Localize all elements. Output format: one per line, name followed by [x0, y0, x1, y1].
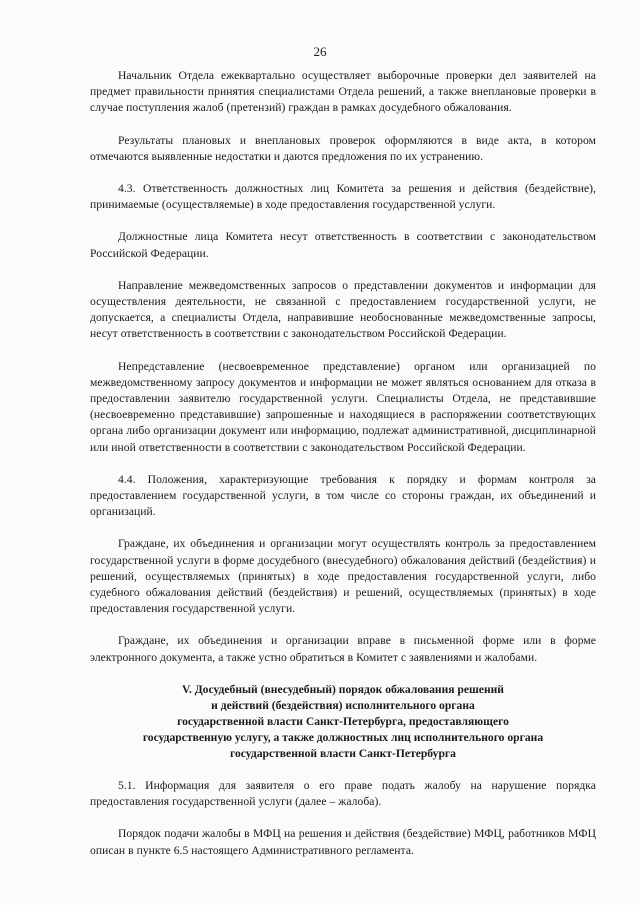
paragraph-interagency-requests: Направление межведомственных запросов о представлении документов и информации для осуществления деятельности, не связанной с предоставлением государственной услуги, не допускается, а специалисты Отдела, направившие необоснованные межведомственные запросы, несут ответственность в соответствии с законодательством Российской Федерации. — [90, 278, 596, 341]
paragraph-4-4-control-provisions: 4.4. Положения, характеризующие требования к порядку и формам контроля за предоставлением государственной услуги, в том числе со стороны граждан, их объединений и организаций. — [90, 472, 596, 519]
section-v-heading-line: V. Досудебный (внесудебный) порядок обжалования решений — [182, 682, 504, 696]
paragraph-citizens-control: Граждане, их объединения и организации могут осуществлять контроль за предоставлением государственной услуги в форме досудебного (внесудебного) обжалования действий (бездействия) и решений, осуществляемых (принятых) в ходе предоставления государственной услуги, либо судебного обжалования действий (бездействия) и решений, осуществляемых (принятых) в ходе предоставления государственной услуги. — [90, 537, 596, 616]
section-v-heading-line: государственную услугу, а также должностных лиц исполнительного органа — [142, 730, 544, 744]
paragraph-non-submission: Непредставление (несвоевременное представление) органом или организацией по межведомственному запросу документов и информации не может являться основанием для отказа в предоставлении заявителю государственной услуги. Специалисты Отдела, не представившие (несвоевременно представившие) запрошенные и находящиеся в распоряжении соответствующих органа либо организации документ или информацию, подлежат административной, дисциплинарной или иной ответственности в соответствии с законодательством Российской Федерации. — [90, 359, 596, 454]
section-v-heading-line: государственной власти Санкт-Петербурга — [230, 746, 456, 760]
paragraph-4-3-responsibility: 4.3. Ответственность должностных лиц Комитета за решения и действия (бездействие), принимаемые (осуществляемые) в ходе предоставления государственной услуги. — [90, 182, 596, 212]
paragraph-officials-liability: Должностные лица Комитета несут ответственность в соответствии с законодательством Российской Федерации. — [90, 230, 596, 260]
page-number: 26 — [313, 44, 327, 59]
section-v-heading-line: и действий (бездействия) исполнительного органа — [211, 698, 475, 712]
paragraph-5-1-complaint-right: 5.1. Информация для заявителя о его праве подать жалобу на нарушение порядка предоставления государственной услуги (далее – жалоба). — [90, 778, 596, 809]
section-v-heading-line: государственной власти Санкт-Петербурга, предоставляющего — [177, 714, 509, 728]
paragraph-inspection-results: Результаты плановых и внеплановых проверок оформляются в виде акта, в котором отмечаются выявленные недостатки и даются предложения по их устранению. — [90, 133, 596, 163]
section-v-heading — [90, 682, 596, 762]
paragraph-citizens-appeals: Граждане, их объединения и организации вправе в письменной форме или в форме электронного документа, а также устно обратиться в Комитет с заявлениями и жалобами. — [90, 634, 596, 664]
paragraph-inspections: Начальник Отдела ежеквартально осуществляет выборочные проверки дел заявителей на предмет правильности принятия специалистами Отдела решений, а также внеплановые проверки в случае поступления жалоб (претензий) граждан в рамках досудебного обжалования. — [90, 69, 596, 115]
paragraph-mfc-complaint-procedure: Порядок подачи жалобы в МФЦ на решения и действия (бездействие) МФЦ, работников МФЦ описан в пункте 6.5 настоящего Административного регламента. — [90, 827, 596, 857]
document-body — [90, 68, 596, 875]
